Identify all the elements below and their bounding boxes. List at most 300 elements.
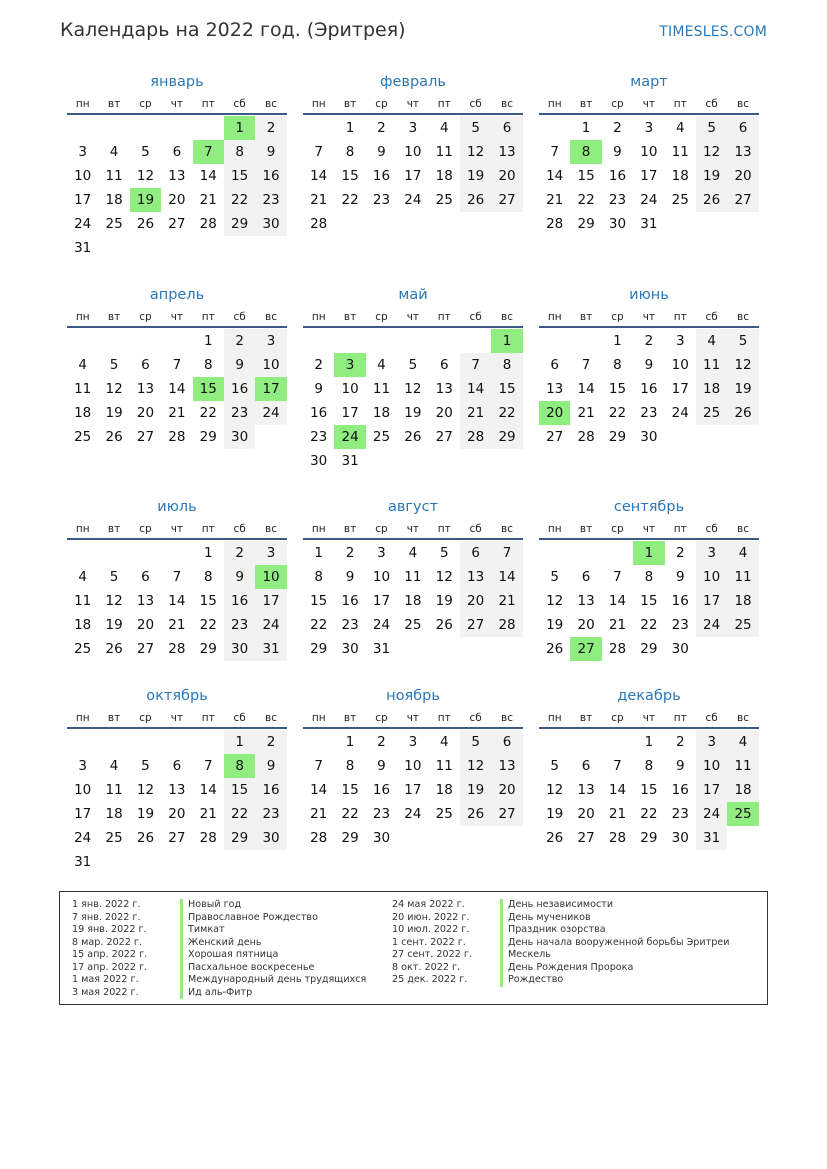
- month-name: декабрь: [617, 688, 681, 704]
- day-cell: 21: [168, 617, 186, 633]
- day-cell: 26: [546, 641, 564, 657]
- day-cell: 8: [345, 758, 355, 774]
- day-cell: 16: [255, 164, 286, 188]
- holiday-date: 25 дек. 2022 г.: [392, 974, 468, 985]
- day-cell: 13: [577, 782, 595, 798]
- day-cell: 13: [546, 381, 564, 397]
- day-cell: 14: [199, 782, 217, 798]
- day-cell: 14: [460, 377, 491, 401]
- empty-cell: [366, 329, 397, 353]
- weekday-label: вс: [501, 98, 514, 110]
- day-cell: 18: [435, 782, 453, 798]
- day-cell: 14: [199, 168, 217, 184]
- day-cell: 11: [727, 565, 758, 589]
- weekday-header: [67, 518, 287, 540]
- day-cell: 24: [255, 613, 286, 637]
- day-cell: 10: [341, 381, 359, 397]
- weekday-label: вс: [737, 311, 750, 323]
- day-cell: 5: [550, 758, 559, 774]
- day-cell: 15: [341, 782, 359, 798]
- holiday-list-item: [72, 937, 366, 950]
- weekday-label: пн: [75, 98, 90, 110]
- weekday-label: пт: [201, 712, 215, 724]
- weekday-label: ср: [139, 712, 152, 724]
- empty-cell: [539, 329, 570, 353]
- day-cell: 24: [404, 806, 422, 822]
- month-name: май: [398, 287, 428, 303]
- weekday-header: [303, 93, 523, 115]
- day-cell: 30: [224, 637, 255, 661]
- day-cell: 10: [404, 758, 422, 774]
- day-cell: 1: [581, 120, 591, 136]
- day-cell: 22: [341, 806, 359, 822]
- day-cell: 10: [255, 353, 286, 377]
- weekday-label: вт: [343, 523, 357, 535]
- day-cell: 18: [74, 617, 92, 633]
- day-cell: 19: [435, 593, 453, 609]
- holiday-date: 3 мая 2022 г.: [72, 986, 139, 998]
- month-name: ноябрь: [386, 688, 440, 704]
- day-cell: 16: [372, 168, 391, 184]
- weekday-header: [67, 93, 287, 115]
- day-cell: 14: [608, 593, 627, 609]
- day-cell: 22: [199, 405, 217, 421]
- day-cell: 4: [727, 730, 758, 754]
- day-cell: 1: [345, 734, 355, 750]
- weekday-header: [539, 93, 759, 115]
- day-cell: 15: [491, 377, 522, 401]
- day-cell: 5: [439, 545, 449, 561]
- weekday-label: вт: [579, 311, 593, 323]
- day-cell: 19: [105, 617, 123, 633]
- day-cell: 14: [491, 565, 522, 589]
- weekday-label: ср: [375, 712, 388, 724]
- day-cell: 29: [310, 641, 328, 657]
- weekday-label: пн: [311, 712, 326, 724]
- day-cell: 30: [255, 212, 286, 236]
- day-cell: 18: [372, 405, 391, 421]
- day-cell: 15: [310, 593, 328, 609]
- day-cell: 27: [136, 429, 155, 445]
- month-name: июнь: [629, 287, 669, 303]
- day-cell: 22: [608, 405, 627, 421]
- weekday-label: сб: [705, 98, 718, 110]
- empty-cell: [130, 329, 161, 353]
- day-cell: 19: [546, 806, 564, 822]
- day-cell: 23: [255, 802, 286, 826]
- day-cell: 9: [613, 144, 622, 160]
- day-cell: 25: [435, 806, 453, 822]
- day-cell: 28: [491, 613, 522, 637]
- weekday-label: сб: [469, 98, 482, 110]
- day-cell: 1: [203, 545, 213, 561]
- weekday-label: чт: [642, 523, 656, 535]
- day-cell: 2: [377, 120, 386, 136]
- day-cell: 22: [199, 617, 217, 633]
- weekday-label: пн: [75, 712, 90, 724]
- day-cell: 6: [141, 357, 150, 373]
- empty-cell: [67, 116, 98, 140]
- day-cell: 18: [727, 589, 758, 613]
- day-cell: 15: [608, 381, 627, 397]
- day-cell: 5: [141, 758, 150, 774]
- day-cell: 13: [136, 593, 155, 609]
- weekday-label: вс: [737, 523, 750, 535]
- holiday-day: 20: [539, 401, 570, 425]
- day-cell: 31: [696, 826, 727, 850]
- day-cell: 6: [460, 541, 491, 565]
- day-cell: 3: [377, 545, 386, 561]
- empty-cell: [161, 116, 192, 140]
- day-cell: 4: [696, 329, 727, 353]
- day-cell: 12: [136, 168, 155, 184]
- holiday-name: День мучеников: [500, 912, 591, 925]
- day-cell: 5: [109, 357, 119, 373]
- day-cell: 6: [550, 357, 559, 373]
- day-cell: 23: [372, 192, 391, 208]
- day-cell: 24: [372, 617, 391, 633]
- weekday-label: сб: [233, 98, 246, 110]
- day-cell: 31: [74, 240, 92, 256]
- day-cell: 18: [435, 168, 453, 184]
- day-cell: 13: [491, 754, 522, 778]
- weekday-label: пн: [547, 311, 562, 323]
- holiday-date: 8 окт. 2022 г.: [392, 961, 461, 973]
- weekday-label: пн: [547, 523, 562, 535]
- weekday-header: [303, 518, 523, 540]
- holiday-list-item: [392, 937, 729, 950]
- empty-cell: [98, 116, 129, 140]
- weekday-label: чт: [170, 712, 184, 724]
- weekday-label: чт: [406, 712, 420, 724]
- empty-cell: [570, 541, 601, 565]
- day-cell: 5: [408, 357, 418, 373]
- day-cell: 2: [224, 541, 255, 565]
- month-name: январь: [150, 74, 204, 90]
- day-cell: 28: [310, 216, 328, 232]
- holiday-date: 1 сент. 2022 г.: [392, 936, 466, 948]
- weekday-label: сб: [233, 523, 246, 535]
- weekday-label: вт: [107, 523, 121, 535]
- day-cell: 5: [460, 116, 491, 140]
- day-cell: 16: [608, 168, 627, 184]
- day-cell: 29: [577, 216, 595, 232]
- day-cell: 10: [74, 168, 92, 184]
- day-cell: 3: [78, 758, 87, 774]
- weekday-label: чт: [406, 523, 420, 535]
- day-cell: 8: [644, 569, 654, 585]
- day-cell: 29: [199, 641, 217, 657]
- day-cell: 24: [696, 613, 727, 637]
- day-cell: 6: [491, 116, 522, 140]
- day-cell: 30: [255, 826, 286, 850]
- weekday-label: пн: [547, 712, 562, 724]
- empty-cell: [130, 541, 161, 565]
- holiday-date: 10 июл. 2022 г.: [392, 924, 470, 935]
- day-cell: 20: [491, 164, 522, 188]
- day-cell: 27: [577, 830, 595, 846]
- day-cell: 8: [203, 569, 213, 585]
- day-grid: [67, 115, 287, 260]
- day-cell: 24: [74, 830, 92, 846]
- day-cell: 6: [581, 569, 591, 585]
- weekday-label: сб: [469, 712, 482, 724]
- day-cell: 17: [341, 405, 359, 421]
- day-grid: [303, 729, 523, 850]
- weekday-label: сб: [705, 523, 718, 535]
- day-cell: 23: [608, 192, 627, 208]
- day-cell: 18: [404, 593, 422, 609]
- day-cell: 24: [404, 192, 422, 208]
- day-cell: 7: [460, 353, 491, 377]
- month-8: [303, 496, 523, 661]
- day-cell: 6: [439, 357, 449, 373]
- day-cell: 28: [199, 830, 217, 846]
- day-cell: 25: [671, 192, 689, 208]
- month-10: [67, 685, 287, 874]
- weekday-label: сб: [705, 712, 718, 724]
- weekday-label: чт: [170, 311, 184, 323]
- empty-cell: [570, 329, 601, 353]
- day-cell: 14: [608, 782, 627, 798]
- weekday-header: [67, 707, 287, 729]
- day-cell: 29: [608, 429, 627, 445]
- weekday-label: пт: [437, 311, 451, 323]
- weekday-label: вт: [107, 98, 121, 110]
- day-cell: 9: [314, 381, 323, 397]
- day-cell: 1: [203, 333, 213, 349]
- day-cell: 27: [168, 216, 186, 232]
- day-cell: 12: [404, 381, 422, 397]
- day-cell: 13: [727, 140, 758, 164]
- weekday-label: ср: [611, 712, 624, 724]
- holiday-date: 17 апр. 2022 г.: [72, 961, 148, 973]
- month-4: [67, 284, 287, 449]
- day-cell: 21: [168, 405, 186, 421]
- weekday-label: пн: [75, 311, 90, 323]
- day-cell: 11: [105, 782, 123, 798]
- day-cell: 22: [224, 802, 255, 826]
- day-cell: 26: [696, 188, 727, 212]
- day-cell: 27: [460, 613, 491, 637]
- weekday-header: [303, 707, 523, 729]
- day-cell: 16: [671, 782, 689, 798]
- day-cell: 31: [341, 453, 359, 469]
- day-cell: 22: [310, 617, 328, 633]
- day-cell: 4: [109, 144, 119, 160]
- day-cell: 17: [74, 806, 92, 822]
- day-cell: 14: [310, 782, 328, 798]
- weekday-label: ср: [611, 98, 624, 110]
- empty-cell: [161, 730, 192, 754]
- day-cell: 5: [696, 116, 727, 140]
- day-cell: 27: [727, 188, 758, 212]
- day-cell: 17: [372, 593, 391, 609]
- empty-cell: [334, 329, 365, 353]
- day-cell: 11: [671, 144, 689, 160]
- day-cell: 7: [172, 569, 182, 585]
- holiday-date: 1 мая 2022 г.: [72, 974, 139, 985]
- weekday-label: вт: [343, 712, 357, 724]
- holiday-list-left-column: [72, 899, 366, 999]
- day-cell: 19: [105, 405, 123, 421]
- day-cell: 25: [74, 429, 92, 445]
- day-cell: 9: [675, 569, 685, 585]
- weekday-label: ср: [139, 98, 152, 110]
- month-name: март: [630, 74, 668, 90]
- day-cell: 2: [345, 545, 355, 561]
- day-cell: 20: [168, 806, 186, 822]
- day-cell: 20: [577, 617, 595, 633]
- day-cell: 11: [435, 144, 453, 160]
- day-cell: 12: [460, 754, 491, 778]
- day-cell: 6: [172, 758, 182, 774]
- day-cell: 21: [199, 806, 217, 822]
- month-1: [67, 71, 287, 260]
- day-cell: 2: [377, 734, 386, 750]
- day-cell: 20: [727, 164, 758, 188]
- day-cell: 4: [78, 357, 87, 373]
- day-cell: 7: [491, 541, 522, 565]
- holiday-name: Рождество: [500, 974, 563, 987]
- holiday-list-item: [72, 949, 366, 962]
- day-cell: 8: [345, 144, 355, 160]
- day-cell: 2: [613, 120, 622, 136]
- day-cell: 11: [727, 754, 758, 778]
- day-cell: 10: [696, 754, 727, 778]
- day-cell: 26: [546, 830, 564, 846]
- day-cell: 18: [671, 168, 689, 184]
- weekday-label: ср: [139, 311, 152, 323]
- day-cell: 23: [372, 806, 391, 822]
- weekday-label: ср: [139, 523, 152, 535]
- day-cell: 30: [372, 830, 391, 846]
- day-grid: [67, 328, 287, 449]
- day-grid: [539, 328, 759, 449]
- empty-cell: [570, 730, 601, 754]
- weekday-header: [67, 306, 287, 328]
- day-cell: 26: [404, 429, 422, 445]
- day-cell: 3: [78, 144, 87, 160]
- day-grid: [67, 540, 287, 661]
- day-cell: 19: [136, 806, 155, 822]
- day-cell: 3: [255, 541, 286, 565]
- day-cell: 18: [105, 192, 123, 208]
- holiday-date: 24 мая 2022 г.: [392, 899, 465, 910]
- empty-cell: [602, 541, 633, 565]
- day-cell: 17: [74, 192, 92, 208]
- day-cell: 18: [105, 806, 123, 822]
- day-cell: 13: [168, 782, 186, 798]
- day-cell: 8: [314, 569, 323, 585]
- month-5: [303, 284, 523, 473]
- day-cell: 10: [74, 782, 92, 798]
- day-cell: 9: [675, 758, 685, 774]
- day-cell: 2: [255, 116, 286, 140]
- day-cell: 19: [460, 164, 491, 188]
- day-cell: 13: [136, 381, 155, 397]
- day-cell: 19: [546, 617, 564, 633]
- day-cell: 1: [644, 734, 654, 750]
- day-cell: 25: [105, 830, 123, 846]
- day-cell: 29: [491, 425, 522, 449]
- day-cell: 1: [345, 120, 355, 136]
- day-cell: 21: [199, 192, 217, 208]
- day-cell: 15: [224, 778, 255, 802]
- weekday-label: вт: [343, 98, 357, 110]
- day-cell: 27: [491, 802, 522, 826]
- holiday-list-item: [72, 962, 366, 975]
- weekday-label: чт: [170, 98, 184, 110]
- day-cell: 8: [613, 357, 622, 373]
- month-2: [303, 71, 523, 236]
- weekday-label: сб: [469, 523, 482, 535]
- day-cell: 21: [577, 405, 595, 421]
- day-cell: 17: [255, 589, 286, 613]
- day-cell: 16: [310, 405, 328, 421]
- day-cell: 16: [224, 377, 255, 401]
- weekday-label: пт: [437, 98, 451, 110]
- day-cell: 12: [546, 593, 564, 609]
- weekday-label: пт: [673, 712, 687, 724]
- day-cell: 10: [640, 144, 658, 160]
- day-cell: 5: [460, 730, 491, 754]
- weekday-label: вт: [107, 712, 121, 724]
- empty-cell: [539, 116, 570, 140]
- holiday-name: Пасхальное воскресенье: [180, 962, 314, 975]
- weekday-label: пн: [75, 523, 90, 535]
- holiday-list-item: [72, 912, 366, 925]
- day-cell: 22: [640, 617, 658, 633]
- holiday-name: День независимости: [500, 899, 613, 912]
- day-cell: 27: [168, 830, 186, 846]
- day-cell: 12: [136, 782, 155, 798]
- day-cell: 4: [377, 357, 386, 373]
- day-cell: 16: [341, 593, 359, 609]
- weekday-header: [539, 306, 759, 328]
- day-cell: 28: [199, 216, 217, 232]
- day-cell: 16: [255, 778, 286, 802]
- day-cell: 5: [109, 569, 119, 585]
- empty-cell: [539, 730, 570, 754]
- month-7: [67, 496, 287, 661]
- day-cell: 6: [727, 116, 758, 140]
- day-cell: 20: [577, 806, 595, 822]
- day-cell: 19: [727, 377, 758, 401]
- site-link[interactable]: TIMESLES.COM: [659, 24, 767, 40]
- day-cell: 12: [696, 140, 727, 164]
- day-cell: 12: [727, 353, 758, 377]
- weekday-label: пн: [311, 98, 326, 110]
- empty-cell: [67, 329, 98, 353]
- day-grid: [303, 115, 523, 236]
- day-cell: 23: [341, 617, 359, 633]
- day-cell: 3: [696, 730, 727, 754]
- weekday-label: чт: [406, 311, 420, 323]
- day-cell: 11: [696, 353, 727, 377]
- weekday-label: вс: [501, 311, 514, 323]
- day-cell: 13: [168, 168, 186, 184]
- day-cell: 28: [577, 429, 595, 445]
- holiday-list-item: [392, 949, 729, 962]
- weekday-label: вс: [265, 98, 278, 110]
- holiday-day: 15: [193, 377, 224, 401]
- day-cell: 24: [640, 192, 658, 208]
- day-cell: 18: [696, 377, 727, 401]
- day-cell: 29: [640, 830, 658, 846]
- day-cell: 7: [314, 144, 323, 160]
- holiday-day: 1: [224, 116, 255, 140]
